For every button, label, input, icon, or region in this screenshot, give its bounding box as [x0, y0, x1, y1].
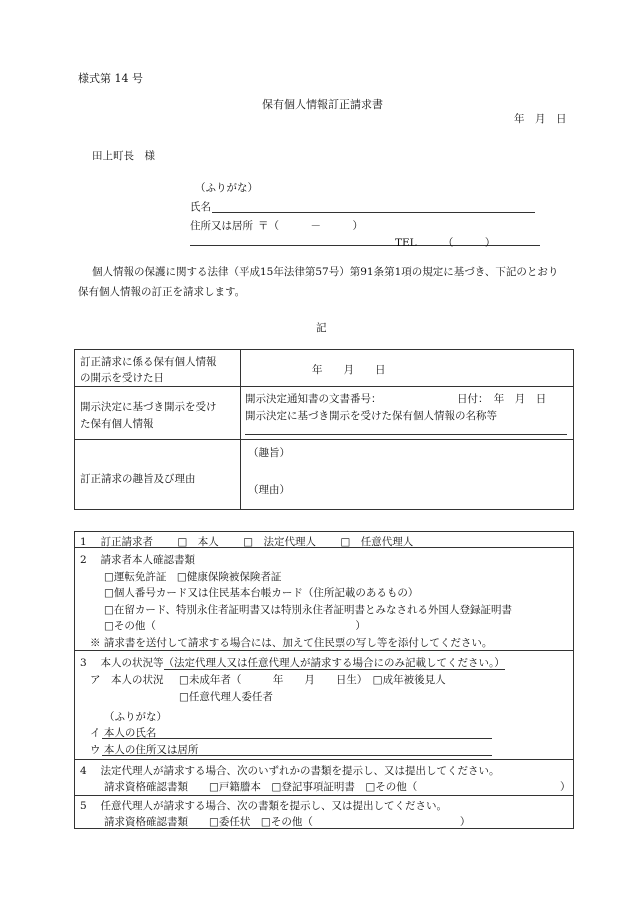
principal-address-label: ウ 本人の住所又は居所	[90, 744, 199, 756]
disclosure-date-field[interactable]: 年 月 日	[312, 364, 386, 376]
row1-label-2: の開示を受けた日	[80, 372, 164, 384]
principal-name-field[interactable]	[102, 738, 492, 739]
row2-label: 開示決定に基づき開示を受け	[80, 401, 217, 413]
voluntary-proxy-docs[interactable]: 請求資格確認書類 □委任状 □その他（ ）	[104, 816, 471, 828]
reason-label: （理由）	[248, 484, 290, 496]
section-5-title: 5 任意代理人が請求する場合、次の書類を提示し、又は提出してください。	[80, 800, 448, 812]
principal-address-field[interactable]	[102, 755, 492, 756]
section-3-title	[80, 655, 505, 670]
section-line	[74, 650, 574, 651]
document-number-label: 開示決定通知書の文書番号：	[245, 393, 382, 405]
section-3-note: （法定代理人又は任意代理人が請求する場合にのみ記載してください。）	[163, 657, 505, 669]
id-doc-option[interactable]: □運転免許証 □健康保険被保険者証	[104, 571, 282, 583]
status-options[interactable]: □未成年者（ 年 月 日生） □成年被後見人	[179, 674, 446, 686]
section-2-title: 2 請求者本人確認書類	[80, 554, 196, 566]
id-doc-option[interactable]: □その他（ ）	[104, 620, 366, 632]
info-name-field[interactable]	[245, 434, 567, 435]
principal-furigana: （ふりがな）	[104, 711, 167, 723]
principal-name-label: イ 本人の氏名	[90, 727, 157, 739]
addressee: 田上町長 様	[92, 150, 155, 162]
name-label: 氏名	[190, 201, 211, 213]
name-field[interactable]	[212, 212, 535, 213]
row2-label-2: た保有個人情報	[80, 418, 154, 430]
legal-proxy-docs[interactable]: 請求資格確認書類 □戸籍謄本 □登記事項証明書 □その他（	[104, 781, 418, 793]
postal-code-field[interactable]: 〒（ － ）	[258, 220, 363, 232]
purpose-label: （趣旨）	[248, 447, 290, 459]
section-line	[74, 795, 574, 796]
row1-label: 訂正請求に係る保有個人情報	[80, 356, 217, 368]
section-3-prefix: 3 本人の状況等	[80, 657, 164, 669]
legal-proxy-docs-close: ）	[560, 781, 571, 793]
section-4-title: 4 法定代理人が請求する場合、次のいずれかの書類を提示し、又は提出してください。	[80, 765, 500, 777]
intro-line-2: 保有個人情報の訂正を請求します。	[78, 286, 246, 298]
address-label: 住所又は居所	[190, 220, 253, 232]
table-row-line	[74, 439, 574, 440]
furigana-label: （ふりがな）	[195, 182, 258, 194]
status-option-proxy[interactable]: □任意代理人委任者	[179, 691, 273, 703]
notice-date-field[interactable]: 日付： 年 月 日	[457, 393, 547, 405]
info-name-label: 開示決定に基づき開示を受けた保有個人情報の名称等	[245, 410, 497, 422]
ki-label: 記	[316, 322, 327, 334]
page-title: 保有個人情報訂正請求書	[262, 98, 383, 111]
id-doc-note: ※ 請求書を送付して請求する場合には、加えて住民票の写し等を添付してください。	[90, 637, 493, 649]
section-line	[74, 759, 574, 760]
tel-field[interactable]: TEL （ ）	[395, 237, 496, 249]
section-1-requester-type[interactable]: 1 訂正請求者 □ 本人 □ 法定代理人 □ 任意代理人	[80, 536, 414, 548]
form-number: 様式第 14 号	[78, 72, 143, 85]
status-label: ア 本人の状況	[90, 674, 164, 686]
row3-label: 訂正請求の趣旨及び理由	[80, 473, 196, 485]
id-doc-option[interactable]: □個人番号カード又は住民基本台帳カード（住所記載のあるもの）	[104, 587, 419, 599]
table-divider	[240, 349, 241, 510]
date-line: 年 月 日	[514, 113, 567, 125]
intro-line-1: 個人情報の保護に関する法律（平成15年法律第57号）第91条第1項の規定に基づき、下記のとおり	[92, 266, 559, 278]
id-doc-option[interactable]: □在留カード、特別永住者証明書又は特別永住者証明書とみなされる外国人登録証明書	[104, 604, 512, 616]
table-row-line	[74, 386, 574, 387]
